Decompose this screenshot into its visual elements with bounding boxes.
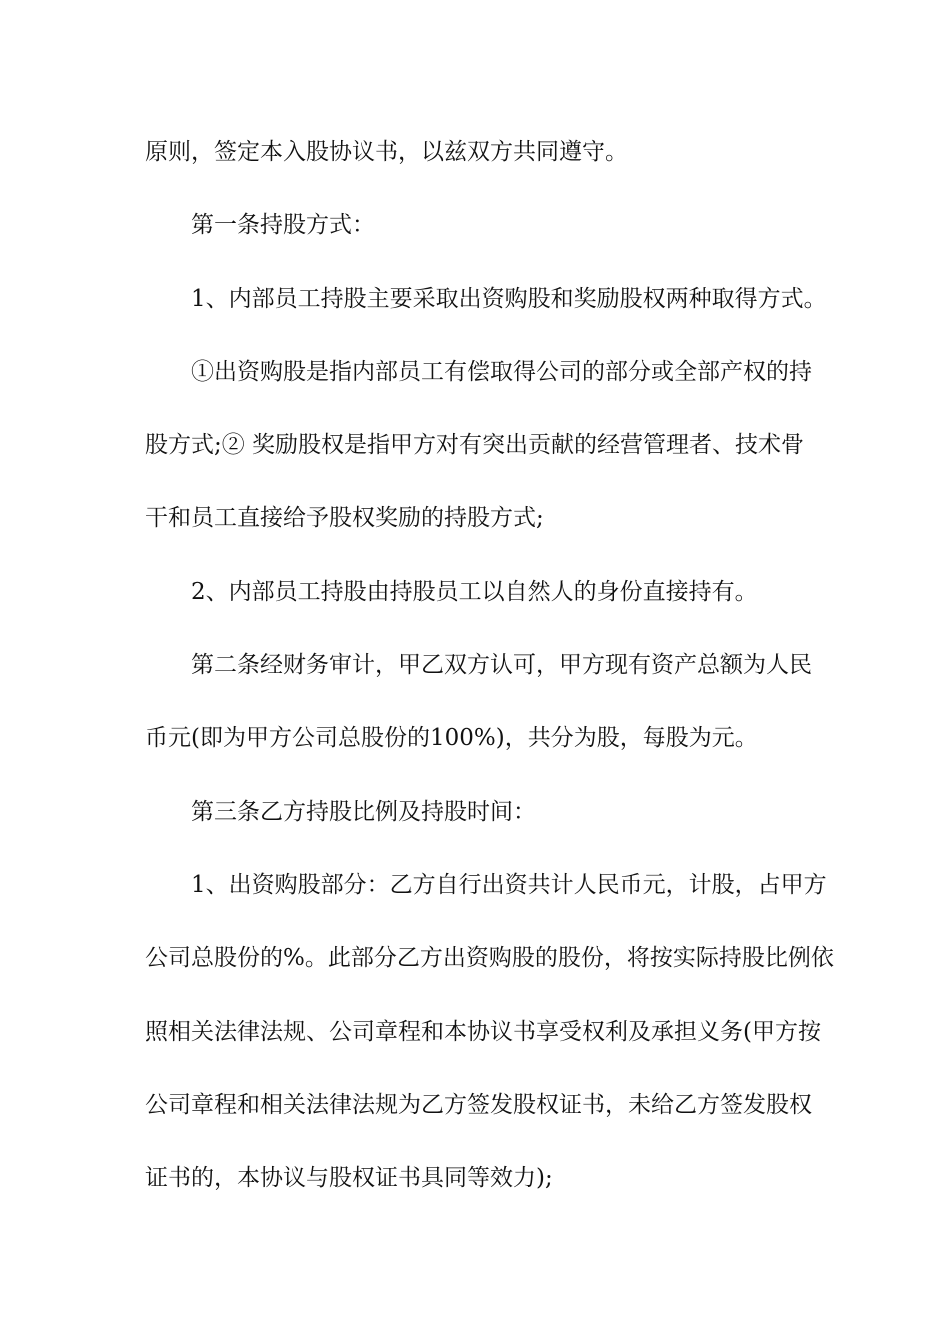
paragraph-line: 原则，签定本入股协议书，以兹双方共同遵守。 bbox=[145, 139, 628, 165]
paragraph-line: 2、内部员工持股由持股员工以自然人的身份直接持有。 bbox=[191, 578, 758, 605]
section-heading-article-1: 第一条持股方式： bbox=[191, 212, 375, 239]
section-heading-article-3: 第三条乙方持股比例及持股时间： bbox=[191, 798, 536, 825]
document-body bbox=[145, 126, 834, 1204]
paragraph-line: 照相关法律法规、公司章程和本协议书享受权利及承担义务(甲方按 bbox=[145, 1018, 821, 1045]
paragraph-line: 证书的，本协议与股权证书具同等效力); bbox=[145, 1165, 553, 1192]
paragraph-line: 股方式;② 奖励股权是指甲方对有突出贡献的经营管理者、技术骨 bbox=[145, 432, 805, 459]
paragraph-line: 1、内部员工持股主要采取出资购股和奖励股权两种取得方式。 bbox=[191, 285, 827, 312]
paragraph-line: 干和员工直接给予股权奖励的持股方式; bbox=[145, 505, 544, 532]
paragraph-line: 币元(即为甲方公司总股份的100%)，共分为股，每股为元。 bbox=[145, 725, 758, 752]
paragraph-line: 公司章程和相关法律法规为乙方签发股权证书，未给乙方签发股权 bbox=[145, 1091, 812, 1118]
paragraph-line: 公司总股份的%。此部分乙方出资购股的股份，将按实际持股比例依 bbox=[145, 945, 834, 972]
paragraph-line: 1、出资购股部分：乙方自行出资共计人民币元，计股，占甲方 bbox=[191, 871, 827, 898]
paragraph-line: ①出资购股是指内部员工有偿取得公司的部分或全部产权的持 bbox=[191, 358, 812, 385]
section-heading-article-2: 第二条经财务审计，甲乙双方认可，甲方现有资产总额为人民 bbox=[191, 652, 812, 679]
